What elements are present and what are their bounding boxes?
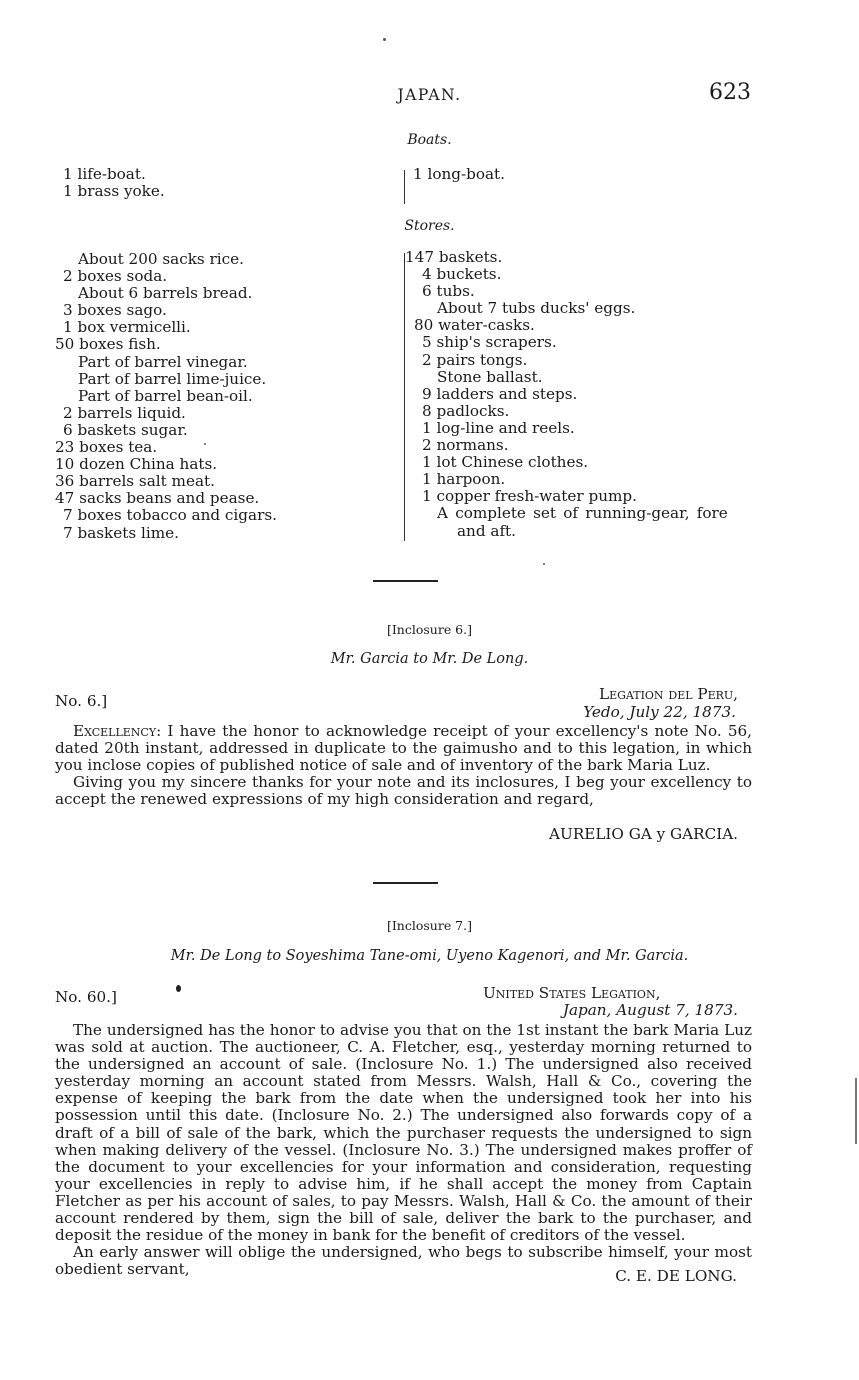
column-divider bbox=[404, 170, 405, 204]
list-item: 80 water-casks. bbox=[414, 316, 535, 335]
list-item: 1 brass yoke. bbox=[63, 182, 165, 201]
inclosure-7-body bbox=[55, 1022, 752, 1278]
scan-speck bbox=[176, 985, 181, 992]
list-item: 1 box vermicelli. bbox=[63, 318, 191, 337]
list-item: 6 tubs. bbox=[422, 282, 475, 301]
page-number: 623 bbox=[709, 80, 751, 105]
list-item: 1 harpoon. bbox=[422, 470, 506, 489]
list-item: 3 boxes sago. bbox=[63, 301, 167, 320]
list-item: 6 baskets sugar. bbox=[63, 420, 188, 439]
list-item: 2 pairs tongs. bbox=[422, 350, 528, 369]
inclosure-7-number: No. 60.] bbox=[55, 988, 117, 1006]
list-item: 147 baskets. bbox=[405, 248, 503, 266]
inclosure-6-number: No. 6.] bbox=[55, 692, 108, 710]
list-item: About 6 barrels bread. bbox=[78, 284, 253, 303]
list-item: 4 buckets. bbox=[422, 265, 502, 284]
scan-speck bbox=[543, 563, 545, 565]
section-divider bbox=[373, 580, 438, 582]
paragraph: An early answer will oblige the undersigned, who begs to subscribe himself, your most obedient servant, bbox=[55, 1243, 752, 1279]
boats-right-list bbox=[413, 166, 505, 183]
list-item: Part of barrel vinegar. bbox=[78, 352, 248, 371]
section-divider bbox=[373, 882, 438, 884]
paragraph: Excellency: I have the honor to acknowledge receipt of your excellency's note No. 56, dated 20th instant, addressed in duplicate to the gaimusho and to this legation, in which you inclose copies of published notice of sale and of inventory of the bark Maria Luz. bbox=[55, 722, 752, 775]
inclosure-6-label: [Inclosure 6.] bbox=[386, 622, 472, 637]
list-item: 5 ship's scrapers. bbox=[422, 333, 557, 352]
list-item: Part of barrel bean-oil. bbox=[78, 386, 253, 405]
list-item: 7 baskets lime. bbox=[63, 523, 179, 542]
scan-speck bbox=[383, 38, 386, 41]
list-item: 1 life-boat. bbox=[63, 165, 146, 183]
list-item: 10 dozen China hats. bbox=[55, 455, 218, 474]
inclosure-6-date: Yedo, July 22, 1873. bbox=[583, 703, 736, 721]
inclosure-6-title: Mr. Garcia to Mr. De Long. bbox=[330, 651, 529, 667]
stores-left-list bbox=[55, 251, 277, 542]
scan-edge-mark bbox=[855, 1078, 857, 1144]
list-item: 9 ladders and steps. bbox=[422, 384, 578, 403]
inclosure-7-title: Mr. De Long to Soyeshima Tane-omi, Uyeno Kagenori, and Mr. Garcia. bbox=[170, 948, 689, 964]
stores-right-list bbox=[405, 249, 728, 540]
boats-left-list bbox=[63, 166, 165, 200]
scan-speck bbox=[204, 443, 206, 445]
list-item: 23 boxes tea. bbox=[55, 438, 158, 457]
list-item: Stone ballast. bbox=[437, 367, 543, 386]
list-item: About 7 tubs ducks' eggs. bbox=[437, 299, 636, 318]
list-item: A complete set of running-gear, fore bbox=[437, 504, 728, 523]
inclosure-7-label: [Inclosure 7.] bbox=[386, 918, 472, 933]
list-item: and aft. bbox=[457, 521, 516, 540]
boats-heading: Boats. bbox=[407, 132, 452, 148]
list-item: 7 boxes tobacco and cigars. bbox=[63, 506, 277, 525]
list-item: 36 barrels salt meat. bbox=[55, 472, 215, 491]
list-item: 1 log-line and reels. bbox=[422, 418, 575, 437]
list-item: 2 barrels liquid. bbox=[63, 403, 186, 422]
running-header: JAPAN. bbox=[397, 86, 462, 104]
paragraph: Giving you my sincere thanks for your note and its inclosures, I beg your excellency to accept the renewed expressions of my high consideration and regard, bbox=[55, 773, 752, 809]
list-item: 2 boxes soda. bbox=[63, 267, 168, 286]
list-item: 1 long-boat. bbox=[413, 165, 505, 183]
salutation: Excellency bbox=[73, 722, 157, 740]
inclosure-6-signature: AURELIO GA y GARCIA. bbox=[549, 825, 738, 843]
list-item: 50 boxes fish. bbox=[55, 335, 161, 354]
inclosure-6-place: Legation del Peru, bbox=[598, 685, 738, 703]
list-item: 1 copper fresh-water pump. bbox=[422, 487, 637, 506]
list-item: 47 sacks beans and pease. bbox=[55, 489, 260, 508]
list-item: 2 normans. bbox=[422, 436, 509, 455]
inclosure-7-date: Japan, August 7, 1873. bbox=[562, 1001, 738, 1019]
list-item: Part of barrel lime-juice. bbox=[78, 369, 267, 388]
inclosure-7-place: United States Legation, bbox=[483, 984, 661, 1002]
list-item: About 200 sacks rice. bbox=[78, 250, 244, 268]
paragraph: The undersigned has the honor to advise you that on the 1st instant the bark Maria Luz was sold at auction. The auctioneer, C. A. Fletcher, esq., yesterday morning returned to the undersigned an account of sale. (Inclosure No. 1.) The undersigned also received yesterday morning an account stated from Messrs. Walsh, Hall & Co., covering the expense of keeping the bark from the date when the undersigned took her into his possession until this date. (Inclosure No. 2.) The undersigned also forwards copy of a draft of a bill of sale of the bark, which the purchaser requests the undersigned to sign when making delivery of the vessel. (Inclosure No. 3.) The undersigned makes proffer of the document to your excellencies for your information and consideration, requesting your excellencies in reply to advise him, if he shall accept the money from Captain Fletcher as per his account of sales, to pay Messrs. Walsh, Hall & Co. the amount of their account rendered by them, sign the bill of sale, deliver the bark to the purchaser, and deposit the residue of the money in bank for the benefit of creditors of the vessel. bbox=[55, 1021, 752, 1245]
list-item: 8 padlocks. bbox=[422, 401, 510, 420]
inclosure-6-body bbox=[55, 723, 752, 808]
inclosure-7-signature: C. E. DE LONG. bbox=[615, 1267, 737, 1285]
stores-heading: Stores. bbox=[404, 218, 455, 234]
list-item: 1 lot Chinese clothes. bbox=[422, 453, 589, 472]
